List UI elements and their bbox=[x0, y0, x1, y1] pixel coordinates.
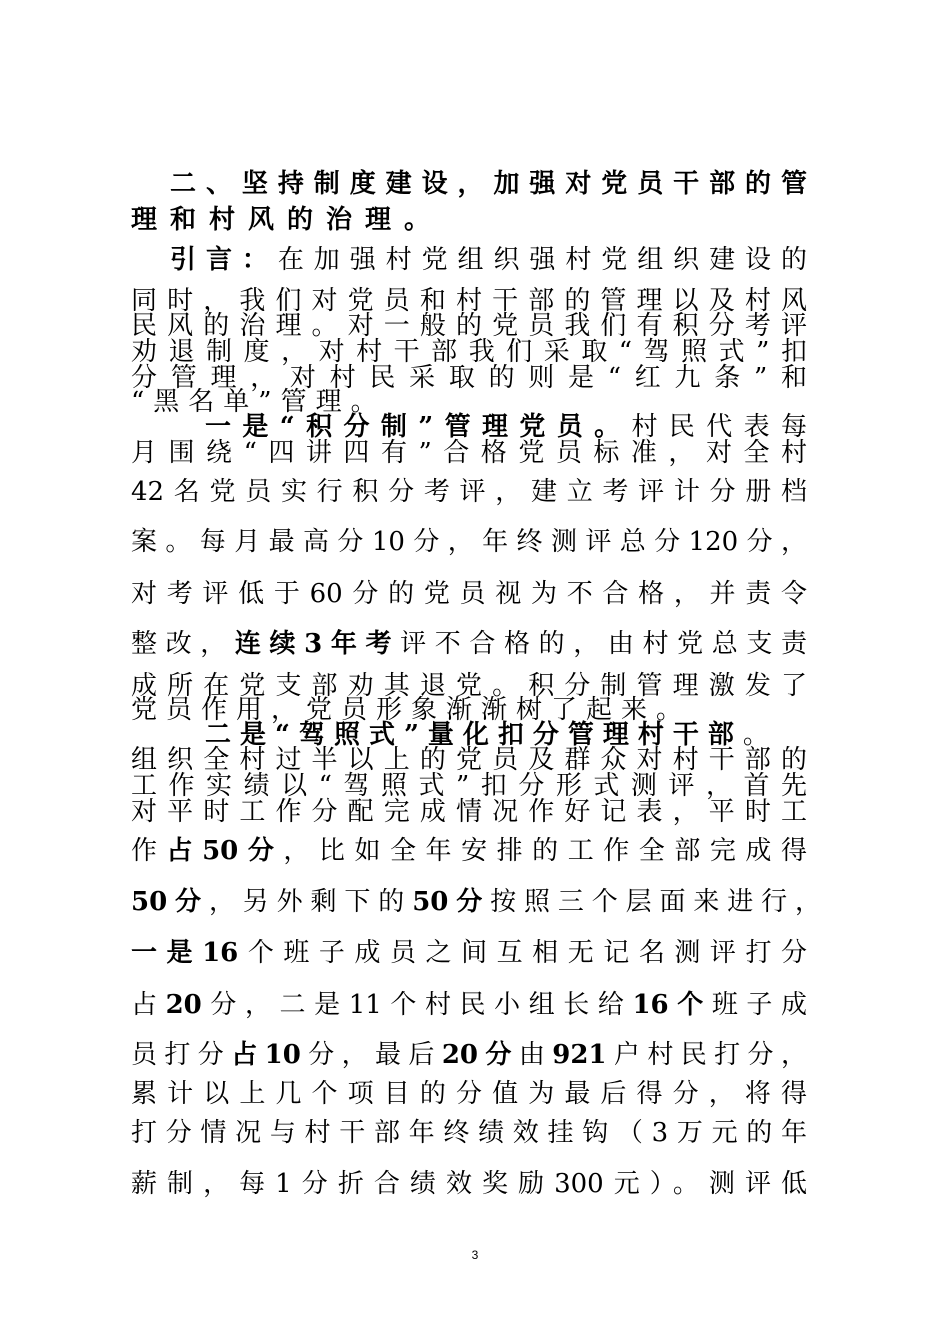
intro-line-3: 民风的治理。对一般的党员我们有积分考评 bbox=[131, 311, 807, 341]
intro-line-2: 同时，我们对党员和村干部的管理以及村风 bbox=[131, 286, 807, 316]
point2-line-9: 员打分占10分，最后20分由921户村民打分， bbox=[131, 1040, 807, 1070]
point1-line-4: 案。每月最高分10分，年终测评总分120分， bbox=[131, 527, 807, 557]
point2-line-10: 累计以上几个项目的分值为最后得分，将得 bbox=[131, 1079, 807, 1109]
point2-line-1: 二是“驾照式”量化扣分管理村干部。 bbox=[205, 720, 778, 750]
point2-line-7: 一是16个班子成员之间互相无记名测评打分 bbox=[131, 938, 807, 968]
point2-line-3: 工作实绩以“驾照式”扣分形式测评，首先 bbox=[131, 771, 807, 801]
point1-line-5: 对考评低于60分的党员视为不合格，并责令 bbox=[131, 579, 807, 609]
section-heading-line-1: 二、坚持制度建设，加强对党员干部的管 bbox=[170, 169, 807, 199]
point1-line-1: 一是“积分制”管理党员。村民代表每 bbox=[205, 412, 807, 442]
section-heading-line-2: 理和村风的治理。 bbox=[131, 205, 444, 235]
point2-line-5: 作占50分，比如全年安排的工作全部完成得 bbox=[131, 836, 807, 866]
point2-line-12: 薪制，每1分折合绩效奖励300元）。测评低 bbox=[131, 1169, 807, 1199]
point2-line-4: 对平时工作分配完成情况作好记表，平时工 bbox=[131, 797, 807, 827]
point2-line-6: 50分，另外剩下的50分按照三个层面来进行， bbox=[131, 887, 821, 917]
point1-line-7: 成所在党支部劝其退党。积分制管理激发了 bbox=[131, 671, 807, 701]
intro-line-4: 劝退制度，对村干部我们采取“驾照式”扣 bbox=[131, 337, 807, 367]
intro-line-5: 分管理，对村民采取的则是“红九条”和 bbox=[131, 363, 807, 393]
point1-line-8: 党员作用，党员形象渐渐树了起来。 bbox=[131, 695, 692, 725]
point2-line-8: 占20分，二是11个村民小组长给16个班子成 bbox=[131, 990, 807, 1020]
point2-line-2: 组织全村过半以上的党员及群众对村干部的 bbox=[131, 745, 807, 775]
page-number: 3 bbox=[471, 1248, 479, 1262]
intro-line-1: 引言：在加强村党组织强村党组织建设的 bbox=[170, 245, 807, 275]
point2-line-11: 打分情况与村干部年终绩效挂钩（3万元的年 bbox=[131, 1118, 807, 1148]
point1-line-3: 42名党员实行积分考评，建立考评计分册档 bbox=[131, 477, 807, 507]
point1-line-6: 整改，连续3年考评不合格的，由村党总支责 bbox=[131, 629, 807, 659]
point1-title: 一是“积分制”管理党员。 bbox=[205, 412, 632, 442]
point2-title: 二是“驾照式”量化扣分管理村干部 bbox=[205, 720, 743, 750]
intro-lead: 引言： bbox=[170, 245, 278, 275]
intro-line-6: “黑名单”管理。 bbox=[131, 387, 386, 417]
point1-line-2: 月围绕“四讲四有”合格党员标准，对全村 bbox=[131, 438, 807, 468]
